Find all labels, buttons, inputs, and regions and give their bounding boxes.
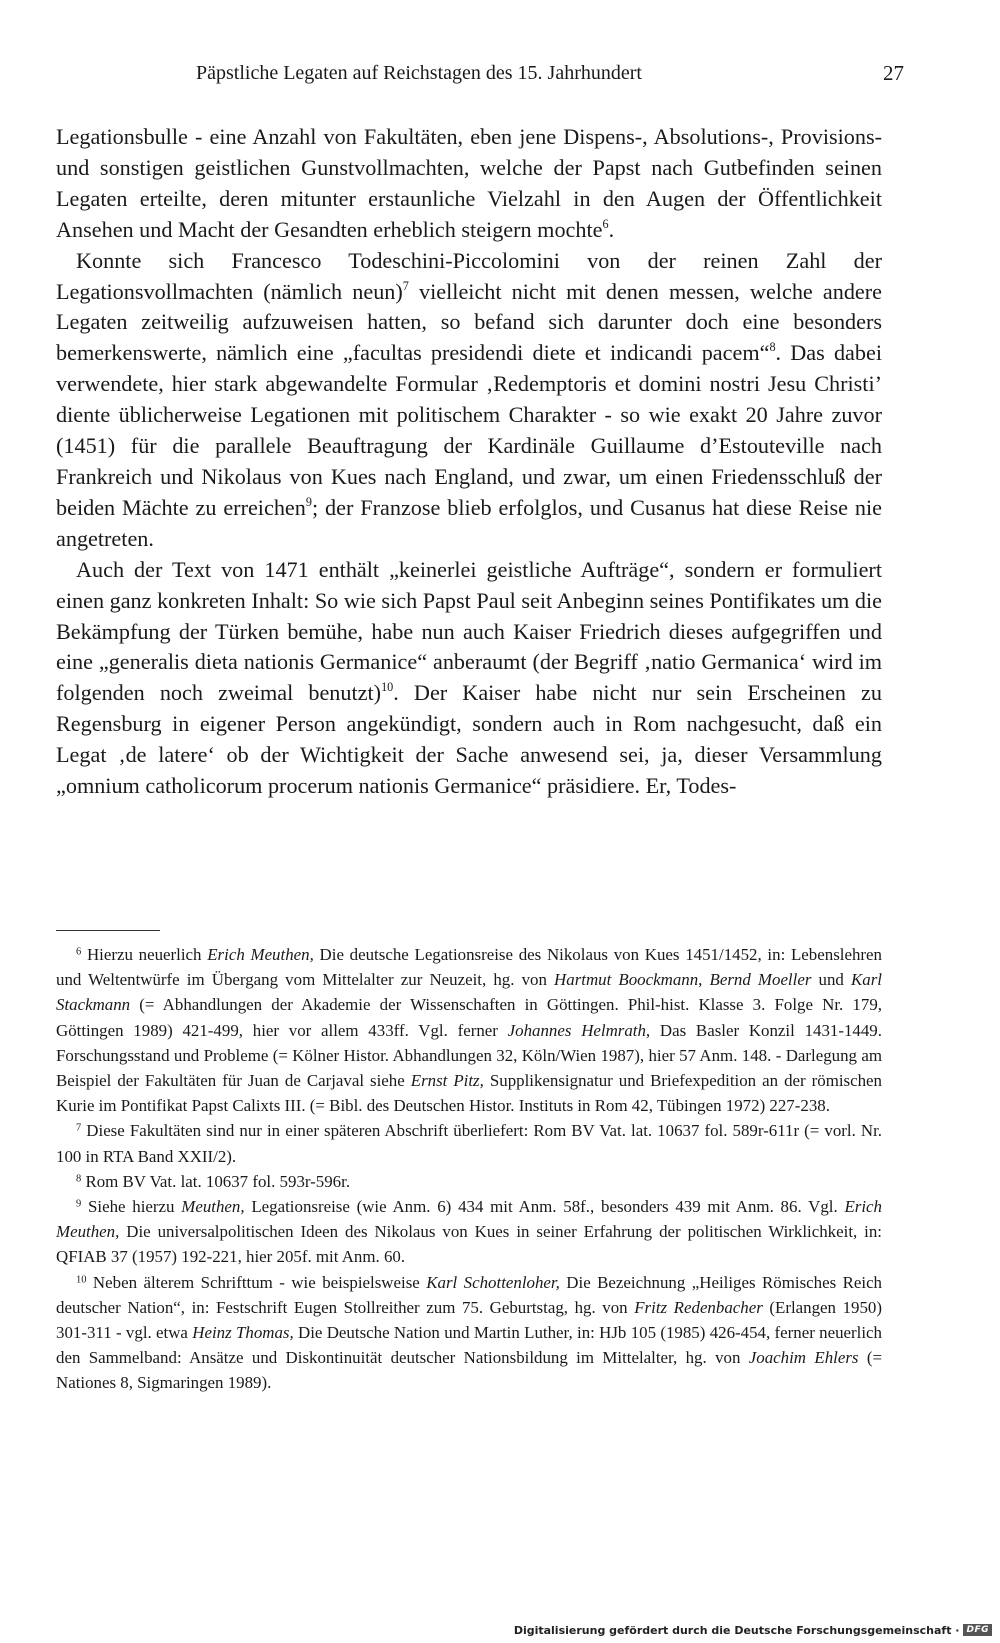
footnote-ref-6[interactable]: 6 [602, 216, 609, 231]
footnote-mark: 10 [76, 1273, 87, 1285]
author-name: Erich Meuthen, [56, 1197, 882, 1242]
paragraph-3 [56, 555, 882, 802]
author-name: Hartmut Boockmann, Bernd Moeller [554, 970, 812, 990]
footnote-8 [56, 1169, 882, 1194]
footnote-mark: 9 [76, 1198, 82, 1210]
text-run: Das Basler Konzil 1431-1449. Forschungsstand und Probleme (= Kölner Histor. Abhandlungen 32, Köln/Wien 1987), hier 57 Anm. 148. - Darlegung am Beispiel der Fakultäten für Juan de Carjaval siehe [56, 1020, 882, 1091]
text-run: . [608, 216, 615, 242]
text-run: Konnte sich Francesco Todeschini-Piccolomini von der reinen Zahl der Legationsvollmachten (nämlich neun) [56, 247, 882, 304]
text-run: Siehe hierzu [81, 1197, 182, 1217]
text-run: vielleicht nicht mit denen messen, welche andere Legaten zeitweilig aufzuweisen hatten, so befand sich darunter doch eine besonders bemerkenswerte, nämlich eine „facultas presidendi diete et indicandi pacem“ [56, 278, 882, 366]
footnote-6 [56, 942, 882, 1118]
text-run: Die Deutsche Nation und Martin Luther, in: HJb 105 (1985) 426-454, ferner neuerlich den Sammelband: Ansätze und Diskontinuität deutscher Nationsbildung im Mittelalter, hg. von [56, 1323, 882, 1368]
footnote-mark: 7 [76, 1122, 82, 1134]
text-run: (= Nationes 8, Sigmaringen 1989). [56, 1348, 883, 1393]
page-number: 27 [883, 61, 904, 85]
text-run: Supplikensignatur und Briefexpedition an der römischen Kurie im Pontifikat Papst Calixts III. (= Bibl. des Deutschen Histor. Instituts in Rom 42, Tübingen 1972) 227-238. [56, 1071, 882, 1116]
author-name: Heinz Thomas, [192, 1323, 294, 1343]
text-run: . Das dabei verwendete, hier stark abgewandelte Formular ‚Redemptoris et domini nostri Jesu Christi’ diente üblicherweise Legationen mit politischem Charakter - so wie exakt 20 Jahre zuvor (1451) für die parallele Beauftragung der Kardinäle Guillaume d’Estouteville nach Frankreich und Nikolaus von Kues nach England, und zwar, um einen Friedensschluß der beiden Mächte zu erreichen [56, 340, 882, 520]
author-name: Joachim Ehlers [748, 1348, 859, 1368]
digitization-credit [514, 1621, 992, 1639]
author-name: Ernst Pitz, [410, 1071, 484, 1091]
text-run: (= Abhandlungen der Akademie der Wissenschaften in Göttingen. Phil-hist. Klasse 3. Folge Nr. 179, Göttingen 1989) 421-499, hier vor allem 433ff. Vgl. ferner [56, 995, 882, 1040]
footnotes [56, 942, 882, 1396]
text-run: Hierzu neuerlich [81, 945, 208, 964]
running-title: Päpstliche Legaten auf Reichstagen des 15. Jahrhundert [196, 62, 642, 84]
author-name: Erich Meuthen, [207, 945, 314, 964]
footnote-ref-8[interactable]: 8 [769, 340, 776, 355]
text-run: . Der Kaiser habe nicht nur sein Erscheinen zu Regensburg in eigener Person angekündigt, sondern auch in Rom nachgesucht, daß ein Legat ‚de latere‘ ob der Wichtigkeit der Sache anwesend sei, ja, dieser Versammlung „omnium catholicorum procerum nationis Germanice“ präsidiere. Er, Todes- [56, 680, 882, 799]
running-header [56, 58, 904, 88]
footnote-10 [56, 1270, 882, 1396]
footnote-ref-10[interactable]: 10 [381, 680, 394, 695]
author-name: Johannes Helmrath, [507, 1020, 651, 1040]
text-run: Legationsbulle - eine Anzahl von Fakultäten, eben jene Dispens-, Absolutions-, Provisions- und sonstigen geistlichen Gunstvollmachten, welche der Papst nach Gutbefinden seinen Legaten erteilte, deren mitunter erstaunliche Vielzahl in den Augen der Öffentlichkeit Ansehen und Macht der Gesandten erheblich steigern mochte [56, 124, 882, 242]
footnote-divider [56, 930, 160, 931]
footnote-7 [56, 1118, 882, 1168]
paragraph-1 [56, 122, 882, 246]
text-run: Legationsreise (wie Anm. 6) 434 mit Anm. 58f., besonders 439 mit Anm. 86. Vgl. [244, 1197, 845, 1217]
text-run: Rom BV Vat. lat. 10637 fol. 593r-596r. [81, 1171, 351, 1191]
footnote-mark: 8 [76, 1173, 82, 1185]
main-text [56, 122, 882, 802]
text-run: ; der Franzose blieb erfolglos, und Cusanus hat diese Reise nie angetreten. [56, 494, 882, 551]
text-run: und [811, 970, 852, 990]
credit-text: Digitalisierung gefördert durch die Deutsche Forschungsgemeinschaft · [513, 1623, 960, 1637]
text-run: Die deutsche Legationsreise des Nikolaus von Kues 1451/1452, in: Lebenslehren und Weltentwürfe im Übergang vom Mittelalter zur Neuzeit, hg. von [56, 945, 882, 990]
footnote-mark: 6 [76, 946, 82, 958]
text-run: Diese Fakultäten sind nur in einer späteren Abschrift überliefert: Rom BV Vat. lat. 10637 fol. 589r-611r (= vorl. Nr. 100 in RTA Band XXII/2). [56, 1121, 882, 1166]
paragraph-2 [56, 246, 882, 555]
text-run: Neben älterem Schrifttum - wie beispielsweise [86, 1272, 427, 1292]
author-name: Fritz Redenbacher [634, 1297, 763, 1317]
text-run: (Erlangen 1950) 301-311 - vgl. etwa [56, 1297, 882, 1343]
footnote-ref-9[interactable]: 9 [305, 494, 312, 509]
author-name: Karl Schottenloher, [426, 1272, 560, 1292]
text-run: Auch der Text von 1471 enthält „keinerlei geistliche Aufträge“, sondern er formuliert einen ganz konkreten Inhalt: So wie sich Papst Paul seit Anbeginn seines Pontifikates um die Bekämpfung der Türken bemühe, habe nun auch Kaiser Friedrich dieses aufgegriffen und eine „generalis dieta nationis Germanice“ anberaumt (der Begriff ‚natio Germanica‘ wird im folgenden noch zweimal benutzt) [56, 556, 882, 706]
footnote-9 [56, 1194, 882, 1270]
author-name: Meuthen, [181, 1197, 245, 1217]
text-run: Die universalpolitischen Ideen des Nikolaus von Kues in seiner Erfahrung der politischen Wirklichkeit, in: QFIAB 37 (1957) 192-221, hier 205f. mit Anm. 60. [56, 1222, 882, 1267]
author-name: Karl Stackmann [56, 970, 882, 1015]
footnote-ref-7[interactable]: 7 [402, 278, 409, 293]
text-run: Die Bezeichnung „Heiliges Römisches Reich deutscher Nation“, in: Festschrift Eugen Stollreither zum 75. Geburtstag, hg. von [56, 1272, 883, 1317]
dfg-logo-icon: DFG [963, 1624, 992, 1636]
